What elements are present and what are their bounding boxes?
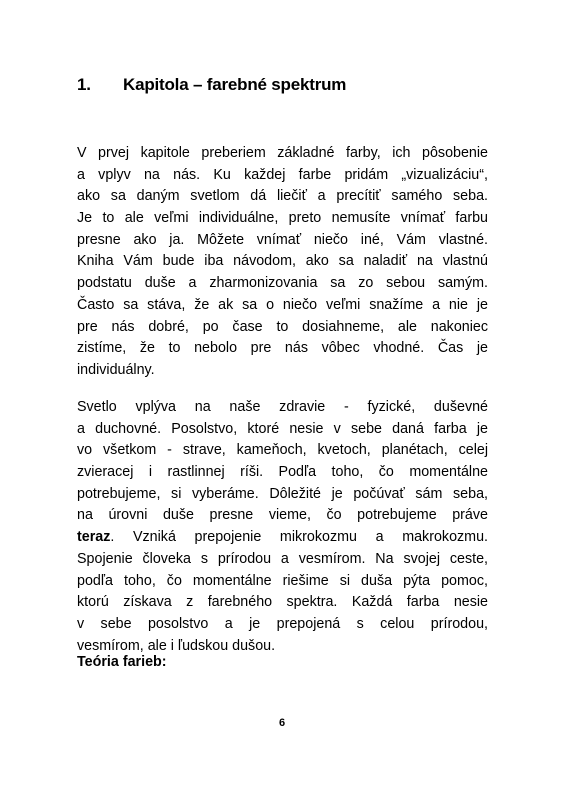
- text-line: a duchovné. Posolstvo, ktoré nesie v sebe daná farba je: [77, 420, 488, 437]
- text-line-with-emphasis: [77, 527, 488, 549]
- text-line: individuálny.: [77, 361, 155, 378]
- text-line: Kniha Vám bude iba návodom, ako sa naladiť na vlastnú: [77, 253, 488, 270]
- paragraph-intro: [77, 143, 488, 382]
- text-line: V prvej kapitole preberiem základné farby, ich pôsobenie: [77, 145, 488, 161]
- text-line: pre nás dobré, po čase to dosiahneme, ale nakoniec: [77, 318, 488, 335]
- paragraph-light: [77, 397, 488, 657]
- text-line: ako sa daným svetlom dá liečiť a precítiť samého seba.: [77, 188, 488, 205]
- text-line: zvieracej i rastlinnej ríši. Podľa toho, čo momentálne: [77, 464, 488, 481]
- text-line: potrebujeme, si vyberáme. Dôležité je počúvať sám seba,: [77, 485, 488, 502]
- emphasis-word: teraz: [77, 529, 111, 546]
- text-line: Je to ale veľmi individuálne, preto nemusíte vnímať farbu: [77, 210, 488, 227]
- text-line: Často sa stáva, že ak sa o niečo veľmi snažíme a nie je: [77, 296, 488, 313]
- text-line: v sebe posolstvo a je prepojená s celou prírodou,: [77, 615, 488, 632]
- text-line: podstatu duše a zharmonizovania sa zo sebou samým.: [77, 275, 488, 292]
- chapter-title: Kapitola – farebné spektrum: [123, 75, 347, 94]
- page-number: 6: [278, 717, 286, 729]
- subheading: Teória farieb:: [77, 654, 167, 670]
- text-line: vesmírom, ale i ľudskou dušou.: [77, 637, 276, 654]
- text-line: a vplyv na nás. Ku každej farbe pridám „vizualizáciu“,: [77, 166, 488, 183]
- chapter-heading: [77, 75, 346, 95]
- text-line: Spojenie človeka s prírodou a vesmírom. Na svojej ceste,: [77, 550, 488, 567]
- chapter-number: 1.: [77, 75, 91, 94]
- text-line: presne ako ja. Môžete vnímať niečo iné, Vám vlastné.: [77, 231, 488, 248]
- text-line: podľa toho, čo momentálne riešime si duša pýta pomoc,: [77, 572, 488, 589]
- text-line: na úrovni duše presne vieme, čo potrebujeme práve: [77, 507, 488, 524]
- text-line: Svetlo vplýva na naše zdravie - fyzické, duševné: [77, 399, 488, 415]
- text-line: ktorú získava z farebného spektra. Každá farba nesie: [77, 594, 488, 611]
- text-line: zistíme, že to nebolo pre nás vôbec vhodné. Čas je: [77, 340, 488, 357]
- text-line: vo všetkom - strave, kameňoch, kvetoch, planétach, celej: [77, 442, 488, 459]
- emphasis-continuation: . Vzniká prepojenie mikrokozmu a makrokozmu.: [110, 529, 488, 546]
